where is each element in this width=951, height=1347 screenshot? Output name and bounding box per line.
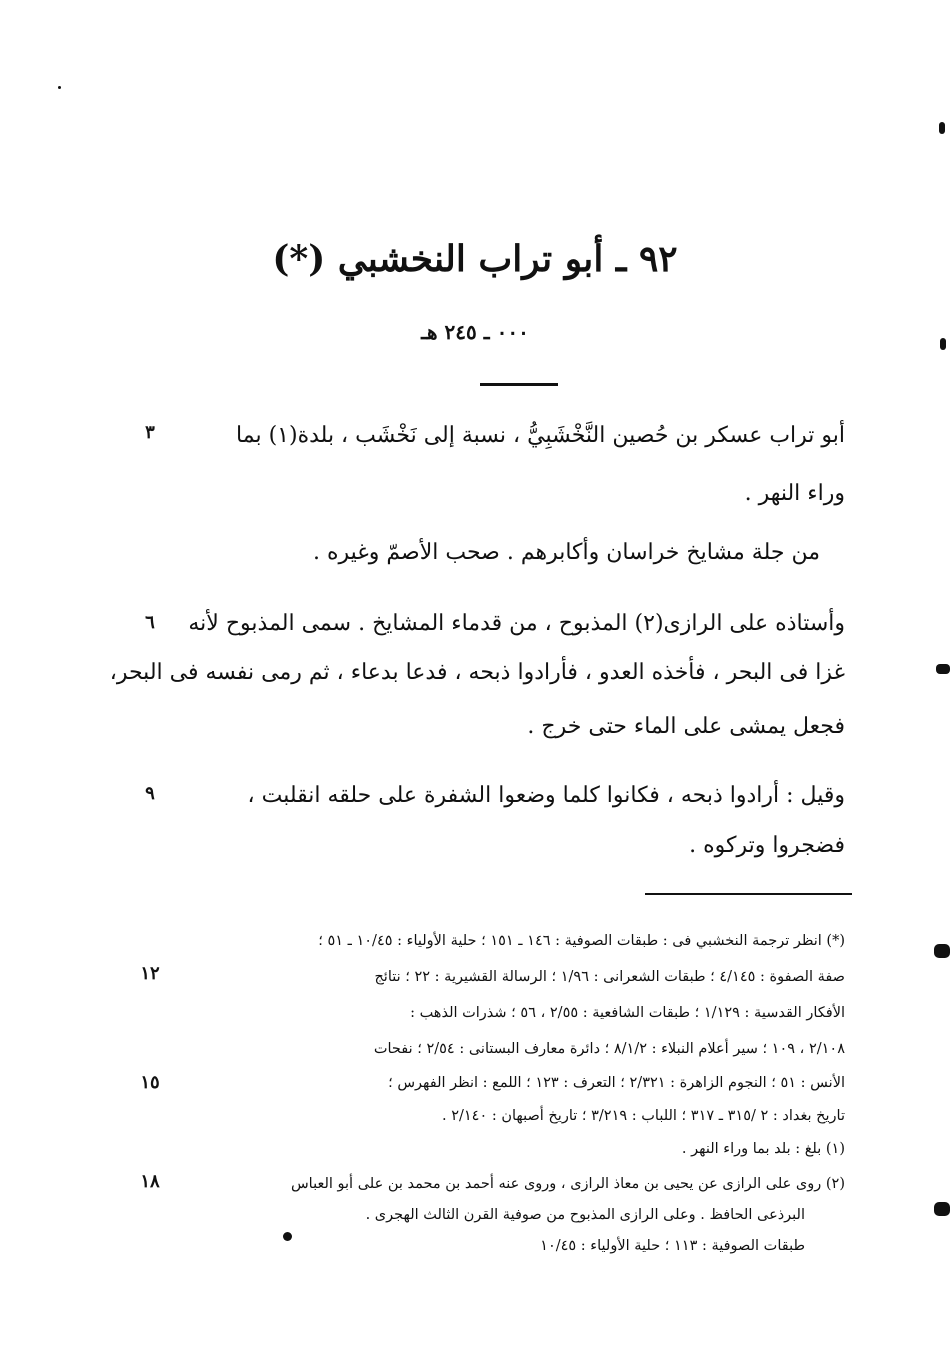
binding-mark (934, 1202, 950, 1216)
footnote-line: (٢) روى على الرازى عن يحيى بن معاذ الرازى ، وروى عنه أحمد بن محمد بن على أبو العباس (290, 1176, 845, 1192)
binding-mark (934, 944, 950, 958)
body-line: وراء النهر . (744, 481, 845, 506)
footnote-line: الأنس : ٥١ ؛ النجوم الزاهرة : ٢/٣٢١ ؛ التعرف : ١٢٣ ؛ اللمع : انظر الفهرس ؛ (388, 1075, 845, 1091)
footnote-line: (١) بلغ : بلد بما وراء النهر . (681, 1141, 845, 1157)
footnote-line: ٢/١٠٨ ، ١٠٩ ؛ سير أعلام النبلاء : ٨/١/٢ ؛ دائرة معارف البستانى : ٢/٥٤ ؛ نفحات (373, 1041, 845, 1057)
line-number: ٦ (145, 612, 155, 633)
line-number: ٩ (145, 783, 155, 804)
footnote-line: طبقات الصوفية : ١١٣ ؛ حلية الأولياء : ١٠/٤٥ (540, 1238, 805, 1254)
line-number: ١٥ (140, 1072, 160, 1093)
body-line: من جلة مشايخ خراسان وأكابرهم . صحب الأصمّ وغيره . (312, 540, 820, 565)
body-line: غزا فى البحر ، فأخذه العدو ، فأرادوا ذبحه ، فدعا بدعاء ، ثم رمى نفسه فى البحر، (109, 660, 845, 685)
line-number: ٣ (145, 422, 155, 443)
body-line: أبو تراب عسكر بن حُصين النَّخْشَبِيُّ ، نسبة إلى نَخْشَب ، بلدة(١) بما (236, 423, 845, 448)
footnote-line: البرذعى الحافظ . وعلى الرازى المذبوح من صوفية القرن الثالث الهجرى . (365, 1207, 805, 1223)
footnote-line: تاريخ بغداد : ٢ /٣١٥ ـ ٣١٧ ؛ اللباب : ٣/٢١٩ ؛ تاريخ أصبهان : ٢/١٤٠ . (441, 1108, 845, 1124)
body-line: وقيل : أرادوا ذبحه ، فكانوا كلما وضعوا الشفرة على حلقه انقلبت ، (247, 783, 845, 808)
footnote-line: (*) انظر ترجمة النخشبي فى : طبقات الصوفية : ١٤٦ ـ ١٥١ ؛ حلية الأولياء : ١٠/٤٥ ـ ٥١ ؛ (318, 933, 845, 949)
line-number: ١٨ (140, 1171, 160, 1192)
binding-mark (940, 338, 946, 350)
body-line: فضجروا وتركوه . (689, 833, 845, 858)
chapter-title: ٩٢ ـ أبو تراب النخشبي (*) (272, 238, 678, 280)
scan-speck (283, 1232, 292, 1241)
line-number: ١٢ (140, 963, 160, 984)
footnote-line: صفة الصفوة : ٤/١٤٥ ؛ طبقات الشعرانى : ١/٩٦ ؛ الرسالة القشيرية : ٢٢ ؛ نتائج (374, 969, 845, 985)
scan-speck (58, 86, 61, 89)
chapter-dates: ٠٠٠ ـ ٢٤٥ هـ (421, 320, 529, 344)
footnote-divider (645, 893, 852, 895)
binding-mark (936, 664, 950, 674)
binding-mark (939, 122, 945, 134)
footnote-line: الأفكار القدسية : ١/١٢٩ ؛ طبقات الشافعية : ٢/٥٥ ، ٥٦ ؛ شذرات الذهب : (410, 1005, 845, 1021)
body-line: وأستاذه على الرازى(٢) المذبوح ، من قدماء المشايخ . سمى المذبوح لأنه (188, 611, 845, 636)
title-divider (480, 383, 558, 386)
body-line: فجعل يمشى على الماء حتى خرج . (527, 714, 845, 739)
